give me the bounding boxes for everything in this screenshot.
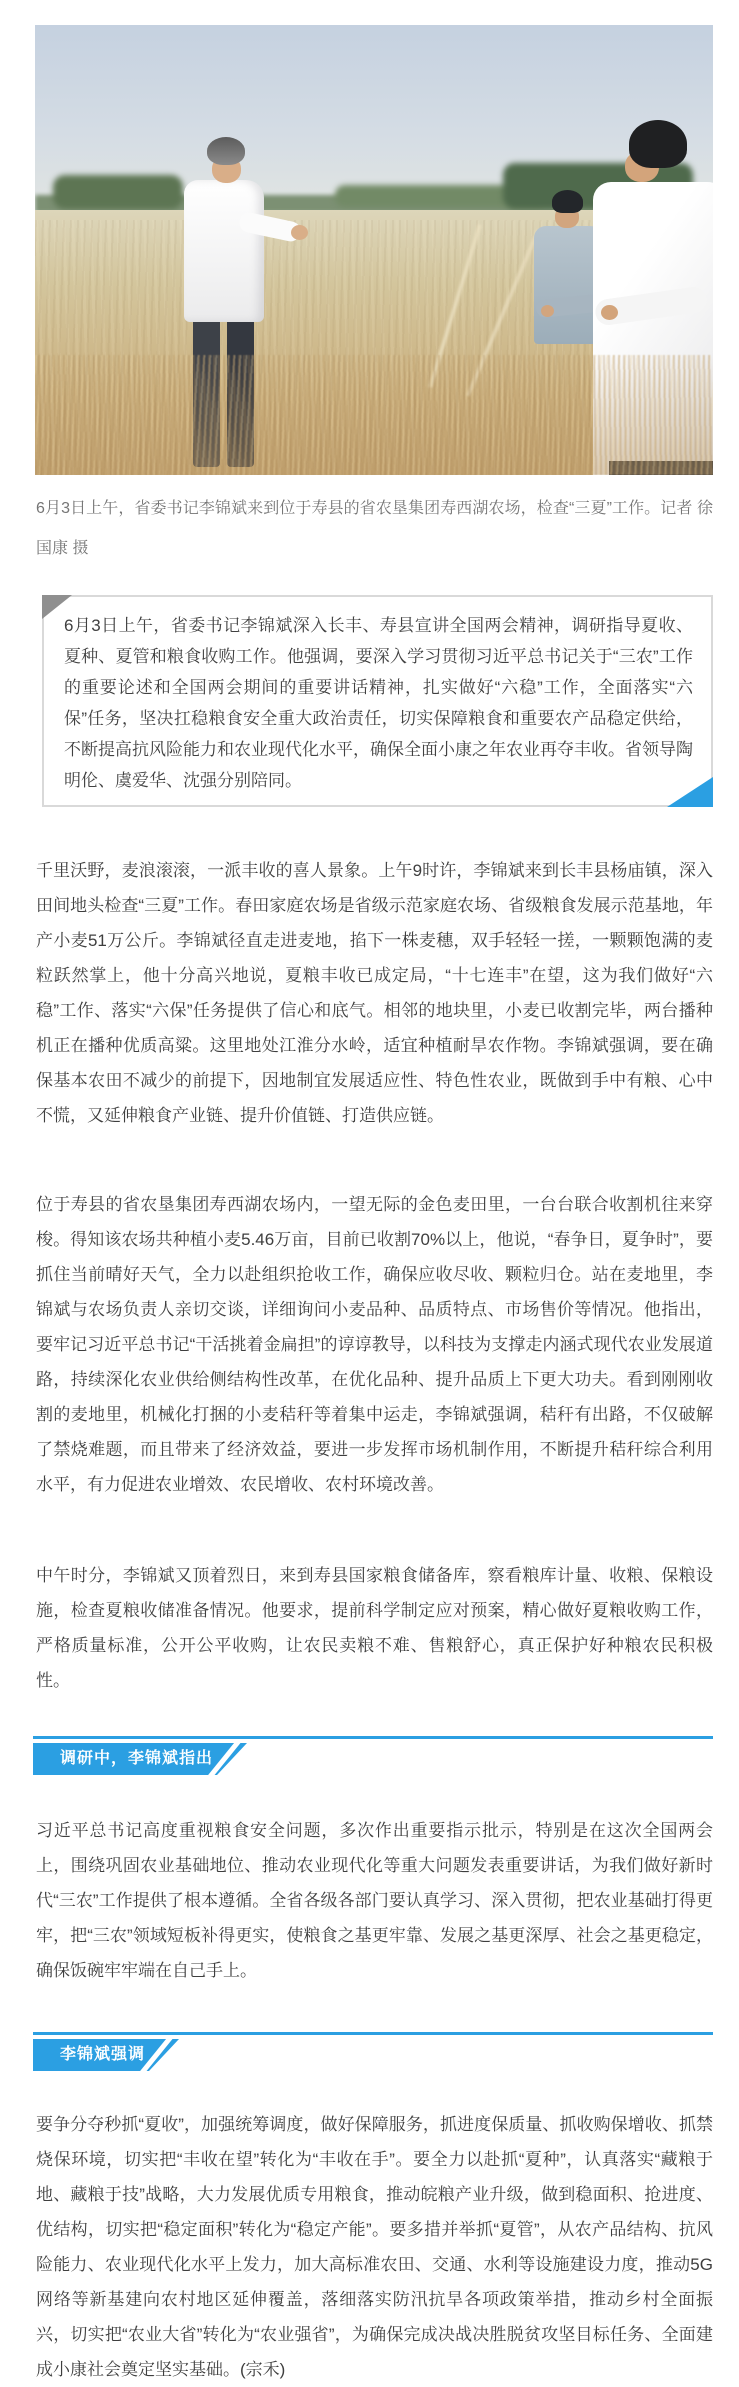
summary-text: 6月3日上午，省委书记李锦斌深入长丰、寿县宣讲全国两会精神，调研指导夏收、夏种、夏管和粮食收购工作。他强调，要深入学习贯彻习近平总书记关于“三农”工作的重要论述和全国两会期间的重要讲话精神，扎实做好“六稳”工作，全面落实“六保”任务，坚决扛稳粮食安全重大政治责任，切实保障粮食和重要农产品稳定供给，不断提高抗风险能力和农业现代化水平，确保全面小康之年农业再夺丰收。省领导陶明伦、虞爱华、沈强分别陪同。 <box>64 616 693 790</box>
section-divider-line <box>33 2032 713 2035</box>
section-label-flag <box>33 2039 179 2071</box>
section-label-text: 李锦斌强调 <box>33 2039 149 2071</box>
summary-box <box>42 595 713 807</box>
section-header-2 <box>0 2032 739 2071</box>
person-middle-hand <box>541 305 554 317</box>
person-right-hair <box>629 120 687 168</box>
person-left-shirt <box>184 180 264 322</box>
article-page <box>0 25 739 2387</box>
person-right-hand <box>601 305 618 320</box>
photo-wheat-foreground <box>35 355 713 475</box>
person-left-hand <box>291 225 308 240</box>
section-label-flag <box>33 1743 247 1775</box>
corner-fold-gray-triangle <box>42 595 72 619</box>
paragraph-1: 千里沃野，麦浪滚滚，一派丰收的喜人景象。上午9时许，李锦斌来到长丰县杨庙镇，深入田间地头检查“三夏”工作。春田家庭农场是省级示范家庭农场、省级粮食发展示范基地，年产小麦51万公斤。李锦斌径直走进麦地，掐下一株麦穗，双手轻轻一搓，一颗颗饱满的麦粒跃然掌上，他十分高兴地说，夏粮丰收已成定局，“十七连丰”在望，这为我们做好“六稳”工作、落实“六保”任务提供了信心和底气。相邻的地块里，小麦已收割完毕，两台播种机正在播种优质高粱。这里地处江淮分水岭，适宜种植耐旱农作物。李锦斌强调，要在确保基本农田不减少的前提下，因地制宜发展适应性、特色性农业，既做到手中有粮、心中不慌，又延伸粮食产业链、提升价值链、打造供应链。 <box>36 861 713 1125</box>
hero-photo[interactable] <box>35 25 713 475</box>
corner-blue-triangle <box>667 777 713 807</box>
section-divider-line <box>33 1736 713 1739</box>
section-label-text: 调研中，李锦斌指出 <box>33 1743 217 1775</box>
section-1-paragraph: 习近平总书记高度重视粮食安全问题，多次作出重要指示批示，特别是在这次全国两会上，围绕巩固农业基础地位、推动农业现代化等重大问题发表重要讲话，为我们做好新时代“三农”工作提供了根本遵循。全省各级各部门要认真学习、深入贯彻，把农业基础打得更牢，把“三农”领域短板补得更实，使粮食之基更牢靠、发展之基更深厚、社会之基更稳定，确保饭碗牢牢端在自己手上。 <box>36 1821 713 1980</box>
photo-caption: 6月3日上午，省委书记李锦斌来到位于寿县的省农垦集团寿西湖农场，检查“三夏”工作。记者 徐国康 摄 <box>36 500 713 557</box>
person-left-hair <box>207 137 245 165</box>
paragraph-3: 中午时分，李锦斌又顶着烈日，来到寿县国家粮食储备库，察看粮库计量、收粮、保粮设施，检查夏粮收储准备情况。他要求，提前科学制定应对预案，精心做好夏粮收购工作，严格质量标准，公开公平收购，让农民卖粮不难、售粮舒心，真正保护好种粮农民积极性。 <box>36 1566 713 1690</box>
person-middle-shirt <box>534 226 602 344</box>
section-header-1 <box>0 1736 739 1775</box>
paragraph-2: 位于寿县的省农垦集团寿西湖农场内，一望无际的金色麦田里，一台台联合收割机往来穿梭。得知该农场共种植小麦5.46万亩，目前已收割70%以上，他说，“春争日，夏争时”，要抓住当前晴好天气，全力以赴组织抢收工作，确保应收尽收、颗粒归仓。站在麦地里，李锦斌与农场负责人亲切交谈，详细询问小麦品种、品质特点、市场售价等情况。他指出，要牢记习近平总书记“干活挑着金扁担”的谆谆教导，以科技为支撑走内涵式现代农业发展道路，持续深化农业供给侧结构性改革，在优化品种、提升品质上下更大功夫。看到刚刚收割的麦地里，机械化打捆的小麦秸秆等着集中运走，李锦斌强调，秸秆有出路，不仅破解了禁烧难题，而且带来了经济效益，要进一步发挥市场机制作用，不断提升秸秆综合利用水平，有力促进农业增效、农民增收、农村环境改善。 <box>36 1195 713 1494</box>
photo-trees-left <box>53 175 183 209</box>
person-middle-hair <box>552 190 583 213</box>
section-2-paragraph: 要争分夺秒抓“夏收”，加强统筹调度，做好保障服务，抓进度保质量、抓收购保增收、抓禁烧保环境，切实把“丰收在望”转化为“丰收在手”。要全力以赴抓“夏种”，认真落实“藏粮于地、藏粮于技”战略，大力发展优质专用粮食，推动皖粮产业升级，做到稳面积、抢进度、优结构，切实把“稳定面积”转化为“稳定产能”。要多措并举抓“夏管”，从农产品结构、抗风险能力、农业现代化水平上发力，加大高标准农田、交通、水利等设施建设力度，推动5G网络等新基建向农村地区延伸覆盖，落细落实防汛抗旱各项政策举措，推动乡村全面振兴，切实把“农业大省”转化为“农业强省”，为确保完成决战决胜脱贫攻坚目标任务、全面建成小康社会奠定坚实基础。(宗禾) <box>36 2115 713 2379</box>
